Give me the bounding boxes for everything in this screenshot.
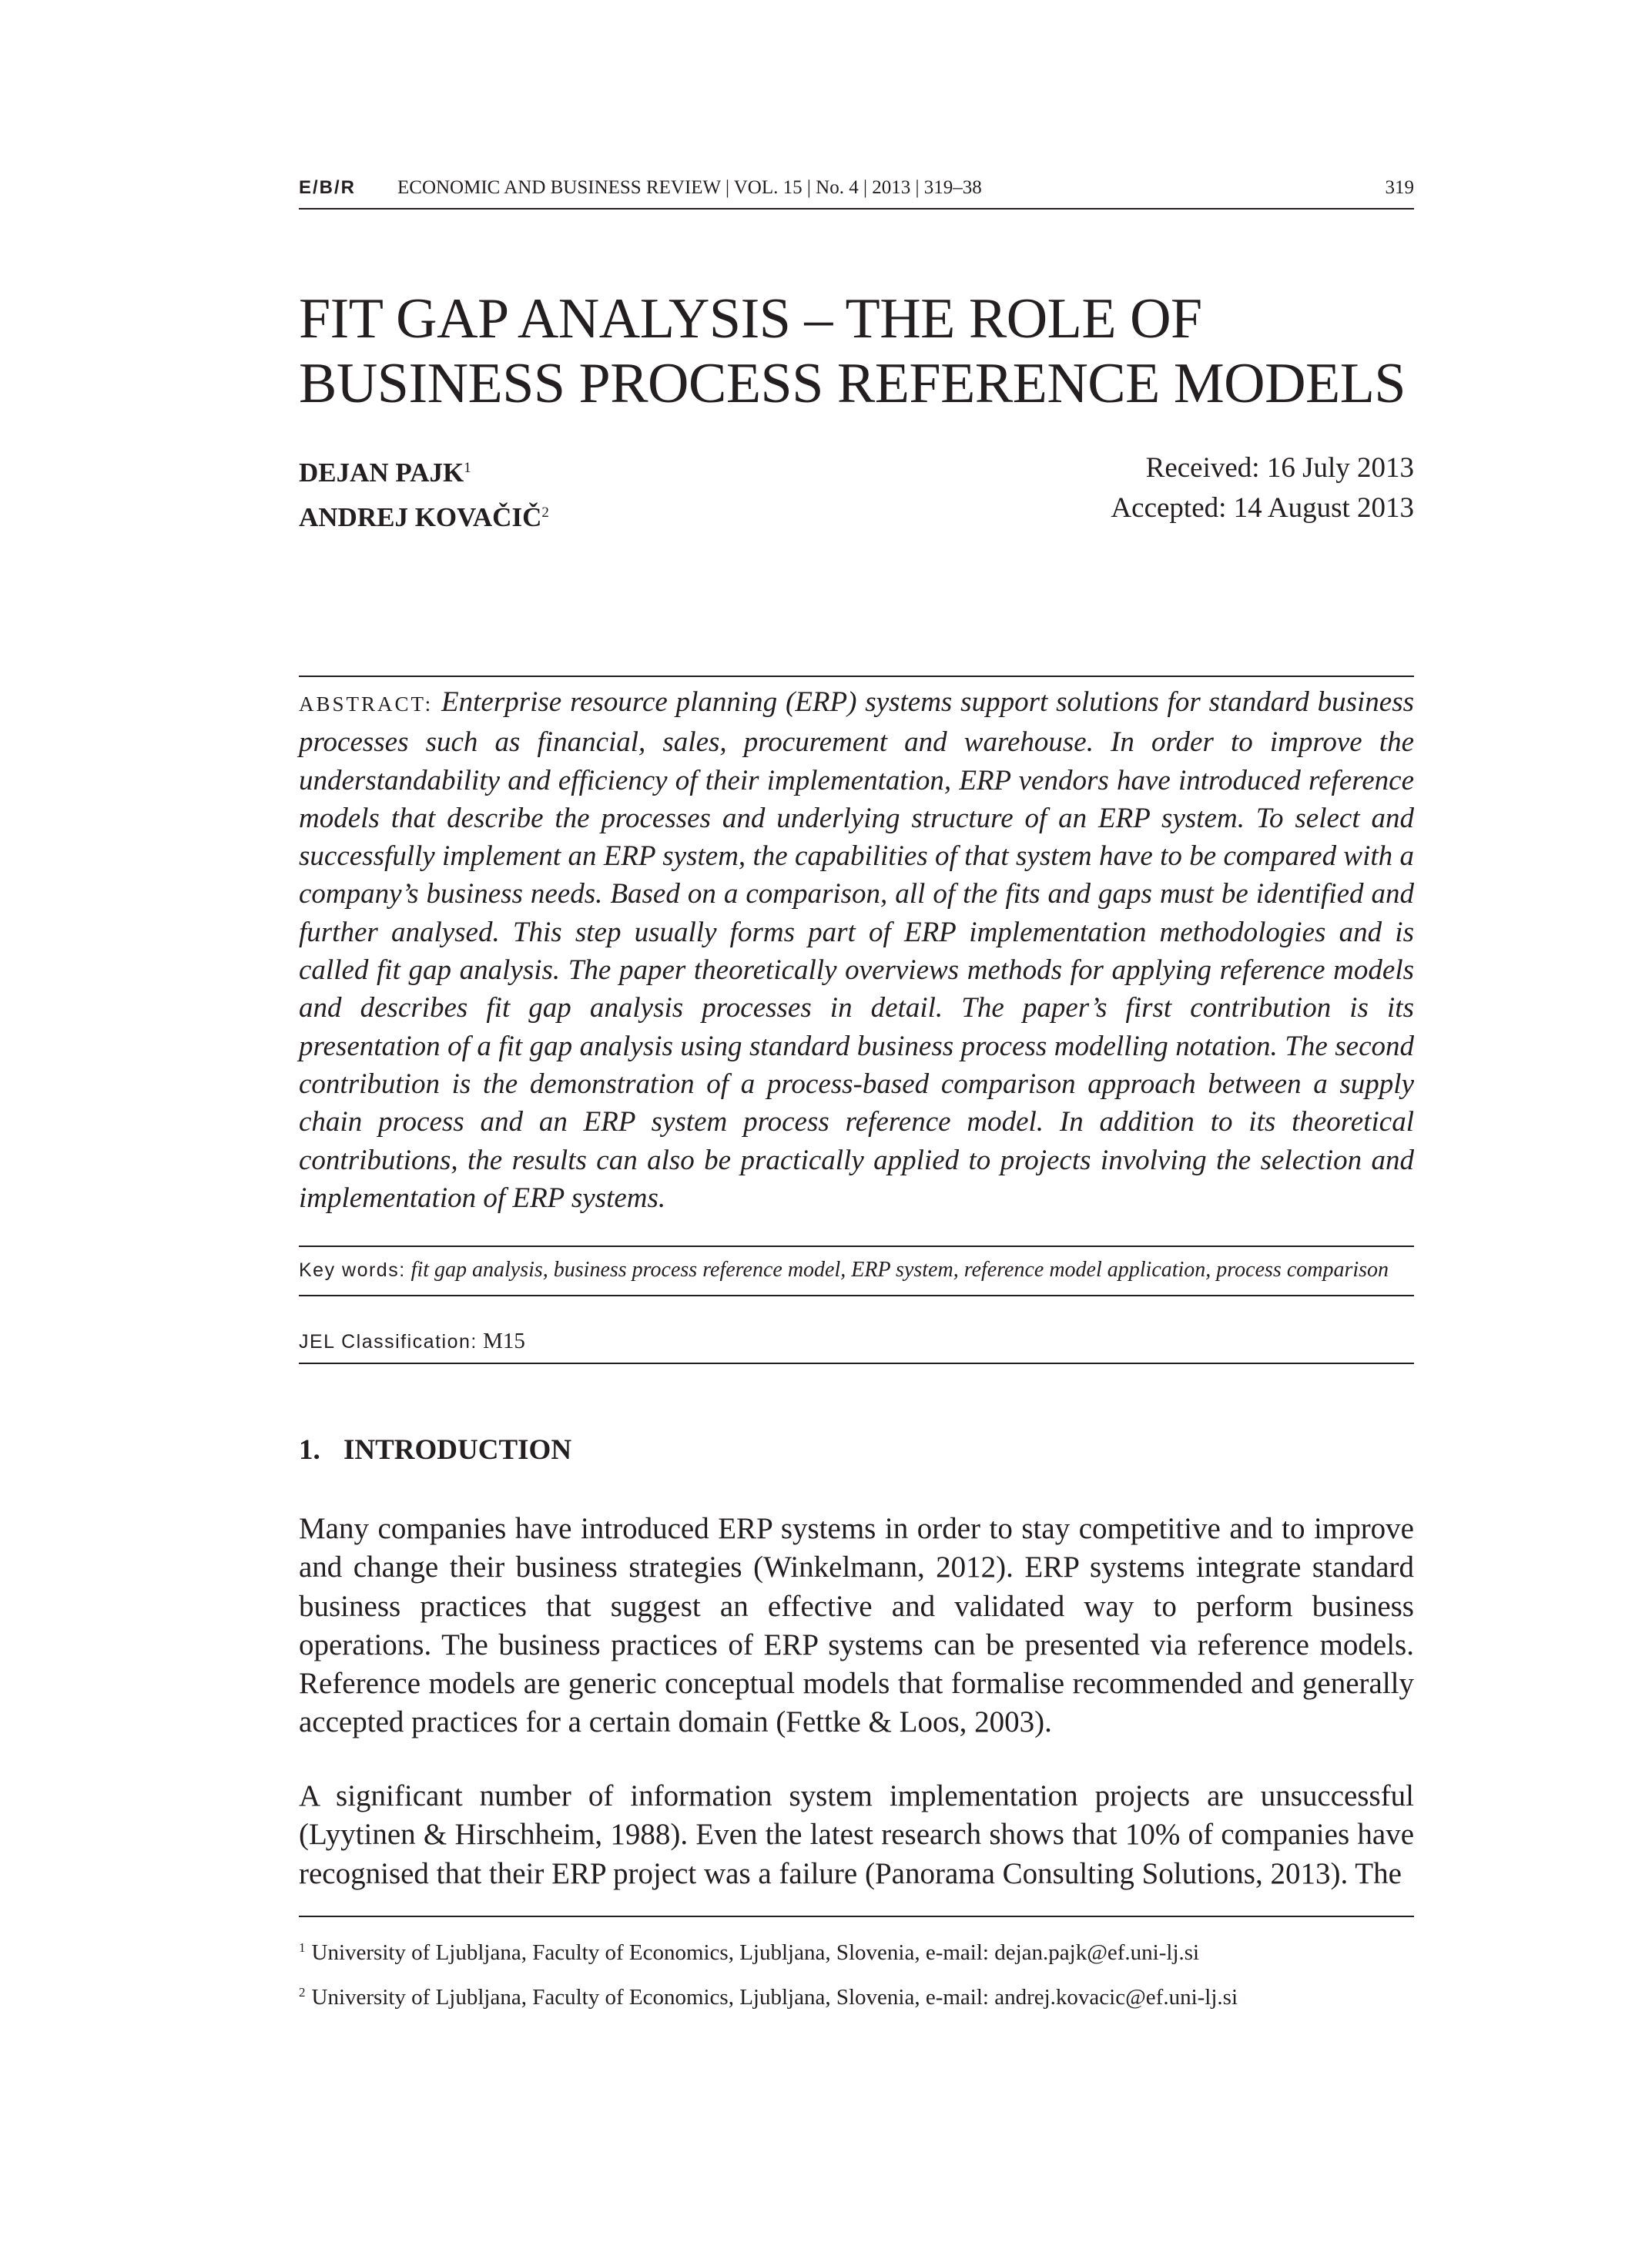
section-heading bbox=[299, 1431, 1414, 1470]
jel-value: M15 bbox=[483, 1329, 525, 1353]
jel-label: JEL Classification: bbox=[299, 1331, 478, 1353]
title-line-1: FIT GAP ANALYSIS – THE ROLE OF bbox=[299, 287, 1202, 350]
abstract bbox=[299, 676, 1414, 1217]
section-number: 1. bbox=[299, 1434, 320, 1466]
footnote bbox=[299, 1928, 1414, 1973]
body-paragraph: A significant number of information system implementation projects are unsuccessful (Lyytinen & Hirschheim, 1988). Even the latest research shows that 10% of companies have recognised that their ERP project was a failure (Panorama Consulting Solutions, 2013). The bbox=[299, 1779, 1414, 1890]
footnote-mark: 1 bbox=[464, 460, 471, 476]
journal-citation: ECONOMIC AND BUSINESS REVIEW | VOL. 15 | No. 4 | 2013 | 319–38 bbox=[397, 177, 982, 198]
received-date: Received: 16 July 2013 bbox=[1145, 452, 1414, 484]
submission-dates bbox=[1111, 448, 1414, 528]
title-line-2: BUSINESS PROCESS REFERENCE MODELS bbox=[299, 352, 1406, 415]
footnote-mark: 1 bbox=[299, 1940, 306, 1955]
keywords-text: fit gap analysis, business process reference model, ERP system, reference model application, process comparison bbox=[410, 1258, 1389, 1282]
author-name: DEJAN PAJK bbox=[299, 458, 464, 488]
abstract-label: ABSTRACT: bbox=[299, 692, 434, 716]
accepted-date: Accepted: 14 August 2013 bbox=[1111, 492, 1414, 524]
author-name: ANDREJ KOVAČIČ bbox=[299, 502, 542, 532]
running-header bbox=[299, 173, 1414, 210]
page-number: 319 bbox=[1385, 177, 1414, 198]
journal-logo: E/B/R bbox=[299, 177, 357, 198]
keywords bbox=[299, 1246, 1414, 1296]
section-title: INTRODUCTION bbox=[343, 1434, 572, 1466]
abstract-text: Enterprise resource planning (ERP) systems support solutions for standard business processes such as financial, sales, procurement and warehouse. In order to improve the understandability and efficiency of their implementation, ERP vendors have introduced reference models that describe the processes and underlying structure of an ERP system. To select and successfully implement an ERP system, the capabilities of that system have to be compared with a company’s business needs. Based on a comparison, all of the fits and gaps must be identified and further analysed. This step usually forms part of ERP implementation methodologies and is called fit gap analysis. The paper theoretically overviews methods for applying reference models and describes fit gap analysis processes in detail. The paper’s first contribution is its presentation of a fit gap analysis using standard business process modelling notation. The second contribution is the demonstration of a process-based comparison approach between a supply chain process and an ERP system process reference model. In addition to its theoretical contributions, the results can also be practically applied to projects involving the selection and implementation of ERP systems. bbox=[299, 686, 1415, 1214]
keywords-label: Key words: bbox=[299, 1259, 406, 1281]
footnote-text: University of Ljubljana, Faculty of Economics, Ljubljana, Slovenia, e-mail: andrej.kovacic@ef.uni-lj.si bbox=[311, 1985, 1238, 2010]
footnotes bbox=[299, 1916, 1414, 2017]
body-paragraph: Many companies have introduced ERP systems in order to stay competitive and to improve and change their business strategies (Winkelmann, 2012). ERP systems integrate standard business practices that suggest an effective and validated way to perform business operations. The business practices of ERP systems can be presented via reference models. Reference models are generic conceptual models that formalise recommended and generally accepted practices for a certain domain (Fettke & Loos, 2003). bbox=[299, 1512, 1414, 1739]
jel-classification bbox=[299, 1324, 1414, 1364]
footnote-mark: 2 bbox=[299, 1985, 306, 2000]
paper-title bbox=[299, 287, 1414, 416]
footnote bbox=[299, 1973, 1414, 2017]
footnote-text: University of Ljubljana, Faculty of Economics, Ljubljana, Slovenia, e-mail: dejan.pajk@ef.uni-lj.si bbox=[311, 1940, 1200, 1965]
footnote-mark: 2 bbox=[541, 505, 549, 521]
